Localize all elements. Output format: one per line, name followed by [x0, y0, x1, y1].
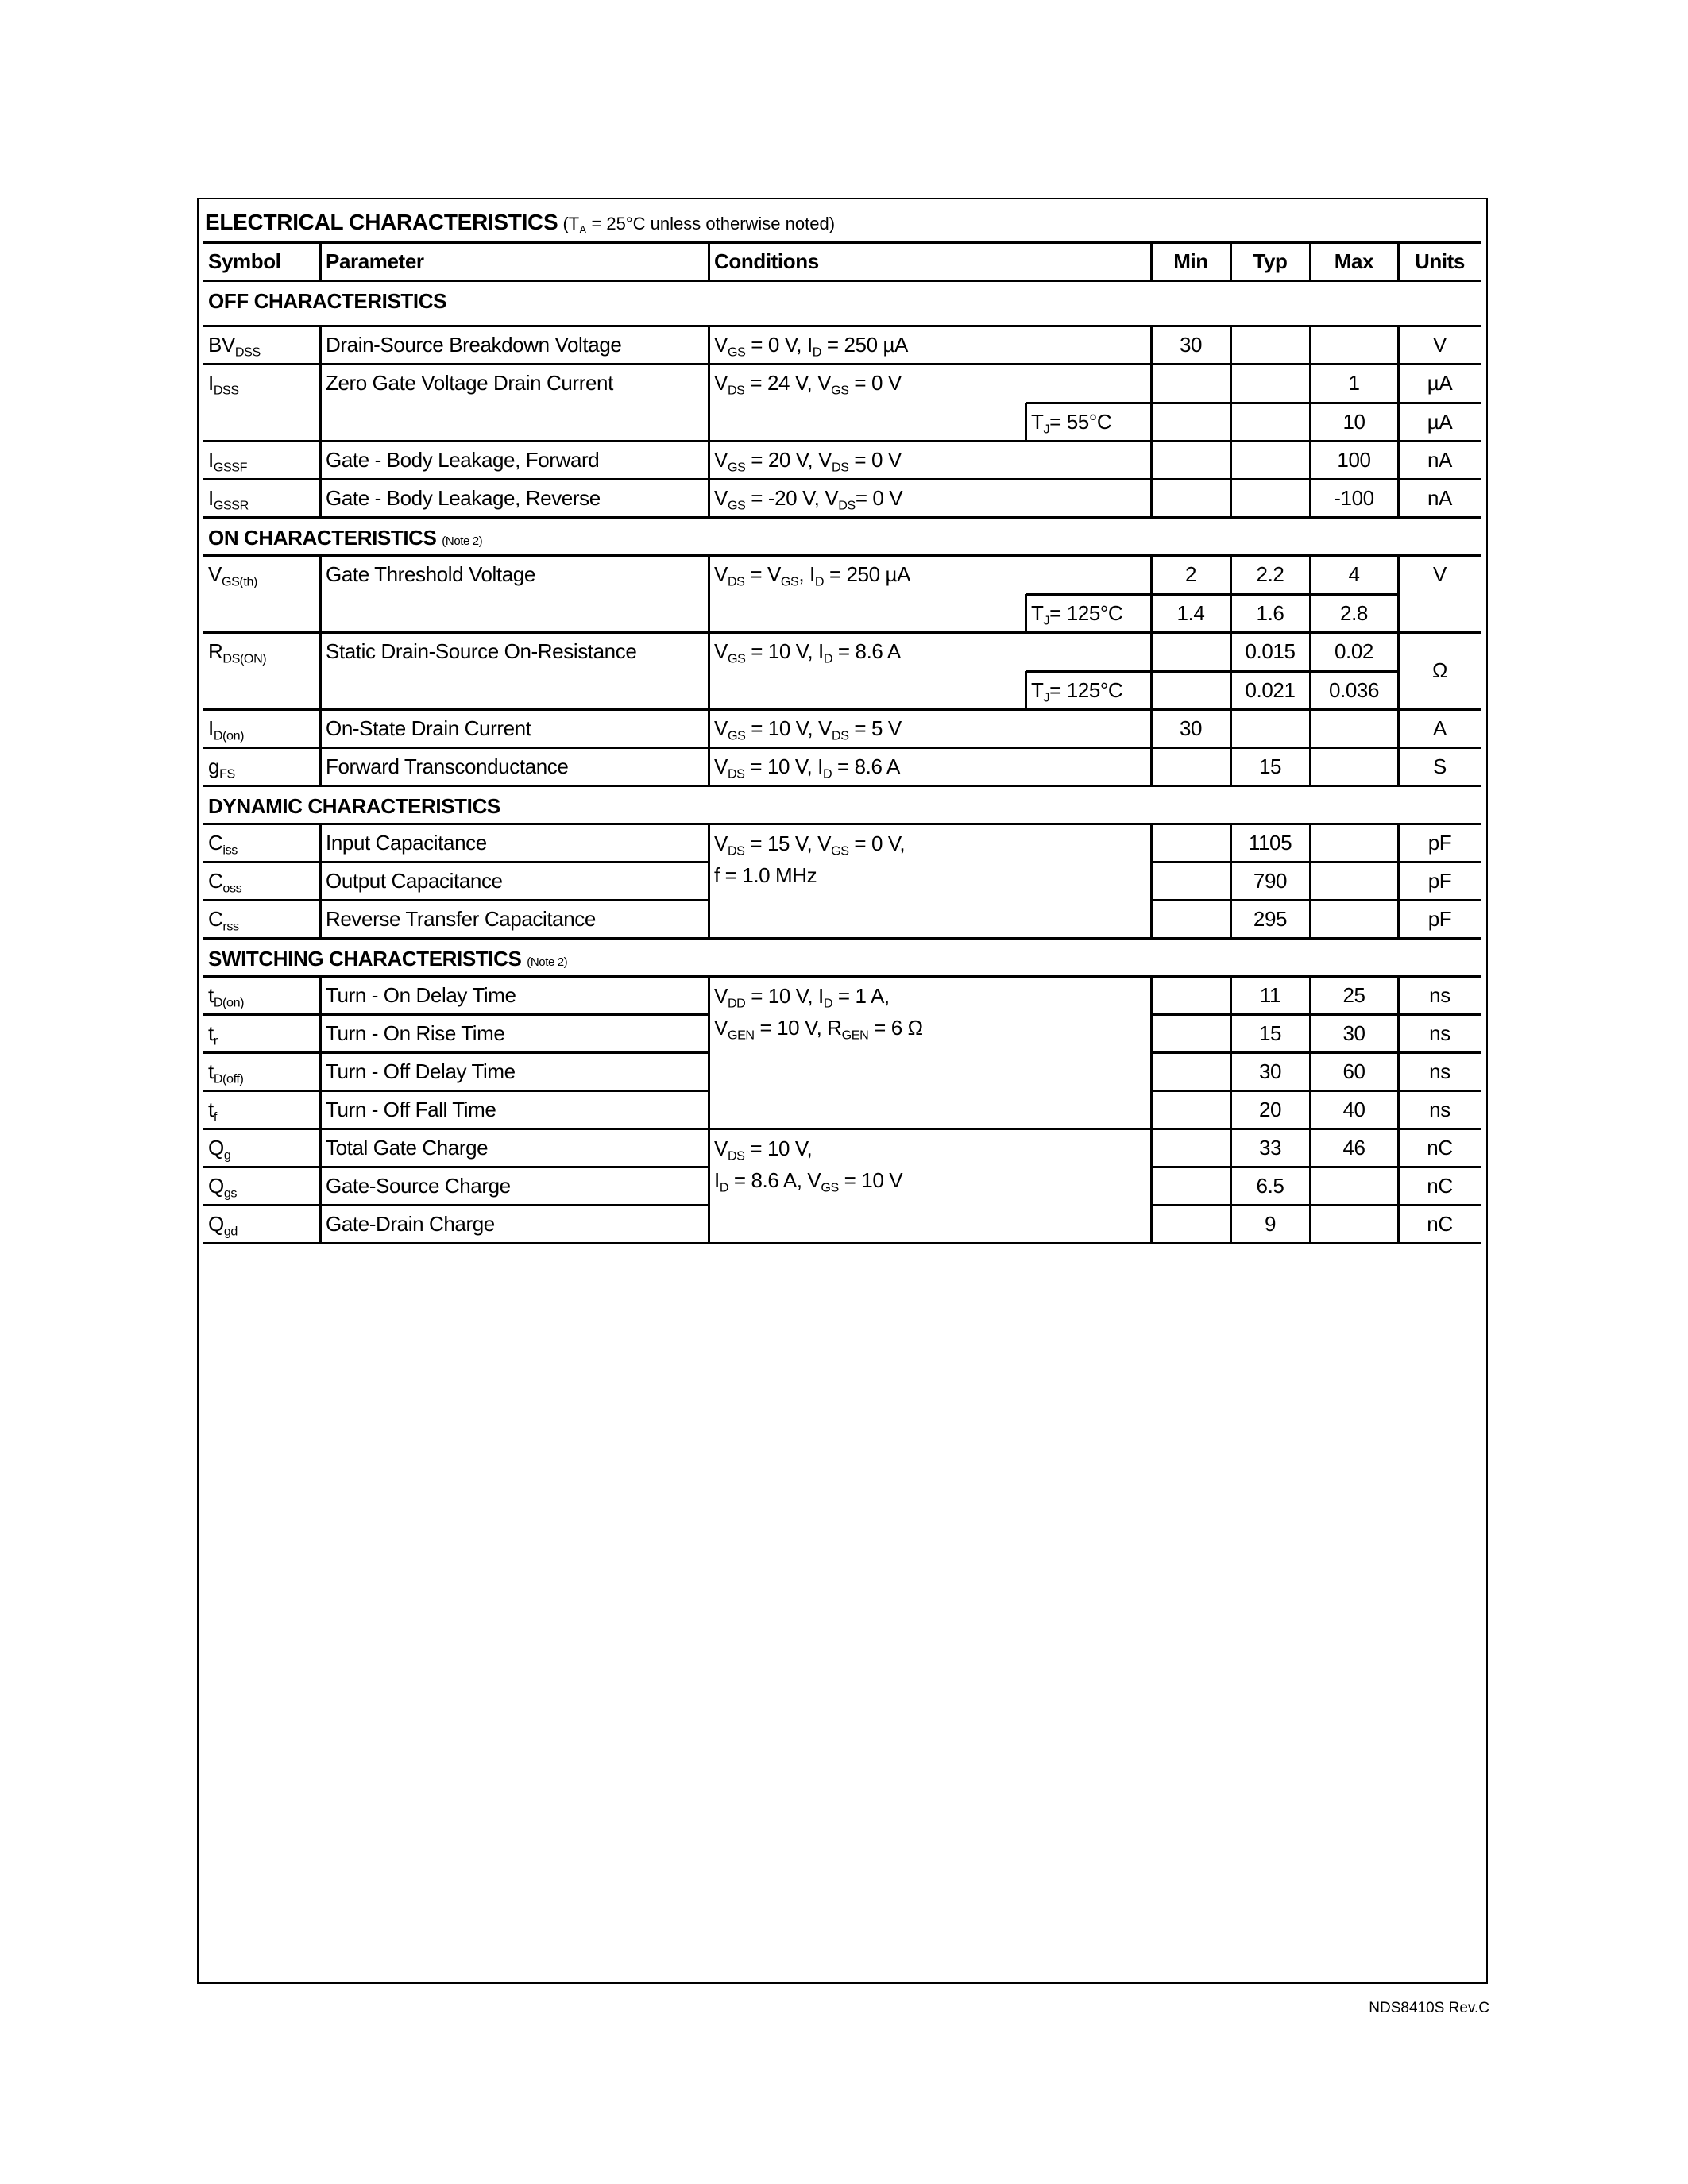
row-divider [203, 631, 1481, 634]
row-divider [203, 1051, 709, 1054]
parameter-cell: On-State Drain Current [326, 716, 531, 740]
units-value: ns [1429, 1098, 1450, 1121]
symbol-cell: $V_{GS(th)}$ [208, 562, 257, 589]
column-header-typ: Typ [1253, 249, 1288, 273]
typ-value: 20 [1258, 1098, 1282, 1121]
column-divider [319, 555, 322, 632]
section-divider [203, 325, 1481, 327]
column-divider [708, 824, 710, 938]
column-divider [1309, 479, 1311, 517]
column-divider [1397, 364, 1400, 441]
row-divider [203, 1090, 709, 1092]
column-header-max: Max [1334, 249, 1374, 273]
parameter-cell: Gate - Body Leakage, Forward [326, 448, 600, 472]
sub-condition-divider [1025, 594, 1027, 632]
units-value: nC [1427, 1136, 1453, 1160]
sub-row-divider [1026, 402, 1481, 404]
units-value: nA [1427, 486, 1452, 510]
header-column-divider [1309, 242, 1311, 280]
units-value: nC [1427, 1212, 1453, 1236]
typ-value: 295 [1253, 907, 1288, 931]
column-divider [1230, 555, 1232, 632]
typ-value: 15 [1258, 1021, 1282, 1045]
parameter-cell: Turn - Off Fall Time [326, 1098, 496, 1121]
title-main: ELECTRICAL CHARACTERISTICS [205, 210, 558, 234]
title-condition [558, 214, 836, 236]
symbol-cell: $g_{FS}$ [208, 754, 235, 781]
units-value: nC [1427, 1174, 1453, 1198]
typ-value: 30 [1258, 1059, 1282, 1083]
row-divider [1151, 1051, 1481, 1054]
units-value: V [1433, 333, 1447, 357]
column-divider [1230, 441, 1232, 479]
parameter-cell: Gate - Body Leakage, Reverse [326, 486, 601, 510]
header-column-divider [708, 242, 710, 280]
column-divider [1309, 976, 1311, 1243]
row-divider [1151, 1166, 1481, 1168]
document-id: NDS8410S Rev.C [1369, 2000, 1489, 2016]
section-end-divider [203, 937, 1481, 940]
typ-value: 11 [1259, 983, 1281, 1007]
column-divider [319, 479, 322, 517]
parameter-cell: Drain-Source Breakdown Voltage [326, 333, 622, 357]
units-value: ns [1429, 1059, 1450, 1083]
row-divider [203, 440, 1481, 442]
column-header-conditions: Conditions [714, 249, 819, 273]
column-divider [1309, 555, 1311, 632]
symbol-cell: $t_{D(off)}$ [208, 1059, 244, 1086]
parameter-cell: Static Drain-Source On-Resistance [326, 639, 637, 663]
row-divider [1151, 861, 1481, 863]
section-header-switching: SWITCHING CHARACTERISTICS (Note 2) [208, 947, 568, 970]
column-divider [1150, 747, 1153, 785]
max-value: 30 [1342, 1021, 1365, 1045]
units-value: pF [1427, 907, 1452, 931]
column-divider [1397, 326, 1400, 364]
parameter-cell: Forward Transconductance [326, 754, 569, 778]
typ-value: 790 [1253, 869, 1288, 893]
column-divider [1150, 479, 1153, 517]
column-divider [1150, 555, 1153, 632]
units-value: Ω [1431, 658, 1448, 682]
header-column-divider [319, 242, 322, 280]
row-divider [203, 708, 1481, 711]
column-divider [708, 632, 710, 709]
row-divider [1151, 1204, 1481, 1206]
conditions-cell: $V_{GS} = 20$ V, $V_{DS} = 0$ V [714, 448, 902, 475]
max-value: 46 [1342, 1136, 1365, 1160]
typ-value: 6.5 [1256, 1174, 1284, 1198]
column-divider [319, 364, 322, 441]
row-divider [1151, 899, 1481, 901]
section-divider [203, 554, 1481, 557]
column-divider [708, 709, 710, 747]
conditions-cell: $V_{GS} = 0$ V, $I_D = 250$ µA [714, 333, 908, 360]
shared-conditions-cell: $V_{DS} = 15$ V, $V_{GS} = 0$ V, f = 1.0 MHz [714, 832, 906, 887]
column-divider [319, 632, 322, 709]
header-column-divider [1230, 242, 1232, 280]
row-divider [203, 1204, 709, 1206]
column-divider [1397, 555, 1400, 632]
header-divider [203, 280, 1481, 282]
column-divider [1397, 824, 1400, 938]
section-divider [203, 975, 1481, 978]
parameter-cell: Turn - On Rise Time [326, 1021, 505, 1045]
units-value: pF [1427, 869, 1452, 893]
symbol-cell: $I_{D(on)}$ [208, 716, 245, 743]
max-value: 0.036 [1328, 678, 1380, 702]
column-divider [708, 747, 710, 785]
column-divider [319, 824, 322, 938]
typ-value: 2.2 [1256, 562, 1284, 586]
column-divider [1230, 632, 1232, 709]
column-divider [1230, 479, 1232, 517]
column-divider [1397, 479, 1400, 517]
column-divider [708, 441, 710, 479]
typ-value: 0.021 [1245, 678, 1296, 702]
column-divider [708, 976, 710, 1243]
column-divider [1397, 709, 1400, 747]
column-divider [1150, 441, 1153, 479]
row-divider [203, 861, 709, 863]
column-divider [319, 326, 322, 364]
symbol-cell: $R_{DS(ON)}$ [208, 639, 267, 666]
row-divider [203, 516, 1481, 519]
shared-conditions-cell: $V_{DD} = 10$ V, $I_D = 1$ A, $V_{GEN} = 10$ V, $R_{GEN} = 6$ Ω [714, 984, 923, 1043]
min-value: 1.4 [1176, 601, 1205, 625]
column-divider [708, 479, 710, 517]
parameter-cell: Reverse Transfer Capacitance [326, 907, 596, 931]
column-divider [1309, 441, 1311, 479]
row-divider [1151, 1013, 1481, 1016]
column-divider [1230, 976, 1232, 1243]
parameter-cell: Turn - Off Delay Time [326, 1059, 516, 1083]
symbol-cell: $C_{oss}$ [208, 869, 242, 896]
row-divider [203, 785, 1481, 787]
symbol-cell: $Q_{gd}$ [208, 1212, 238, 1239]
sub-condition-divider [1025, 403, 1027, 441]
title-condition-sub: A [579, 223, 587, 236]
parameter-cell: Gate Threshold Voltage [326, 562, 535, 586]
parameter-cell: Gate-Drain Charge [326, 1212, 495, 1236]
column-divider [1230, 326, 1232, 364]
column-divider [1397, 632, 1400, 709]
sub-condition-cell: $T_J= 125^\circ C$ [1031, 678, 1123, 705]
typ-value: 33 [1258, 1136, 1282, 1160]
units-value: pF [1427, 831, 1452, 855]
column-divider [319, 747, 322, 785]
row-divider [203, 363, 1481, 365]
max-value: 40 [1342, 1098, 1365, 1121]
section-divider [203, 823, 1481, 825]
column-divider [1309, 326, 1311, 364]
column-divider [708, 326, 710, 364]
units-value: nA [1427, 448, 1452, 472]
min-value: 30 [1179, 716, 1203, 740]
conditions-cell: $V_{GS} = 10$ V, $I_D = 8.6$ A [714, 639, 901, 666]
parameter-cell: Output Capacitance [326, 869, 503, 893]
sub-row-divider [1026, 593, 1398, 596]
symbol-cell: $Q_g$ [208, 1136, 231, 1163]
section-header-off: OFF CHARACTERISTICS [208, 289, 447, 313]
symbol-cell: $I_{DSS}$ [208, 371, 239, 398]
column-divider [319, 976, 322, 1243]
column-divider [1309, 364, 1311, 441]
units-value: A [1433, 716, 1447, 740]
sub-condition-cell: $T_J= 55^\circ C$ [1031, 410, 1112, 437]
parameter-cell: Turn - On Delay Time [326, 983, 516, 1007]
typ-value: 9 [1264, 1212, 1277, 1236]
column-header-min: Min [1173, 249, 1208, 273]
symbol-cell: $C_{rss}$ [208, 907, 239, 934]
typ-value: 0.015 [1245, 639, 1296, 663]
column-divider [319, 709, 322, 747]
column-divider [1397, 441, 1400, 479]
max-value: 25 [1342, 983, 1365, 1007]
units-value: µA [1427, 371, 1453, 395]
sub-row-divider [1026, 670, 1398, 673]
column-divider [1150, 364, 1153, 441]
max-value: -100 [1334, 486, 1374, 510]
row-divider [203, 478, 1481, 480]
max-value: 60 [1342, 1059, 1365, 1083]
max-value: 0.02 [1334, 639, 1373, 663]
max-value: 2.8 [1340, 601, 1368, 625]
column-divider [1309, 709, 1311, 747]
column-divider [1150, 632, 1153, 709]
parameter-cell: Zero Gate Voltage Drain Current [326, 371, 613, 395]
row-divider [203, 1013, 709, 1016]
column-header-units: Units [1414, 249, 1465, 273]
symbol-cell: $I_{GSSR}$ [208, 486, 249, 513]
min-value: 2 [1184, 562, 1197, 586]
units-value: ns [1429, 983, 1450, 1007]
conditions-cell: $V_{DS} = V_{GS}$, $I_D = 250$ µA [714, 562, 911, 589]
column-divider [1397, 976, 1400, 1243]
section-header-dynamic: DYNAMIC CHARACTERISTICS [208, 794, 500, 818]
column-divider [1309, 747, 1311, 785]
column-header-symbol: Symbol [208, 249, 281, 273]
symbol-cell: $C_{iss}$ [208, 831, 238, 858]
units-value: µA [1427, 410, 1453, 434]
units-value: V [1433, 562, 1447, 586]
column-divider [1150, 326, 1153, 364]
header-column-divider [1150, 242, 1153, 280]
conditions-cell: $V_{DS} = 10$ V, $I_D = 8.6$ A [714, 754, 900, 781]
column-divider [1309, 824, 1311, 938]
column-divider [1150, 709, 1153, 747]
table-bottom-divider [203, 1242, 1481, 1244]
parameter-cell: Input Capacitance [326, 831, 487, 855]
row-divider [203, 899, 709, 901]
column-divider [1230, 747, 1232, 785]
column-divider [708, 364, 710, 441]
row-divider [1151, 1090, 1481, 1092]
column-divider [1150, 824, 1153, 938]
column-divider [1309, 632, 1311, 709]
column-divider [1230, 824, 1232, 938]
row-divider [203, 1166, 709, 1168]
sub-condition-divider [1025, 671, 1027, 709]
column-divider [1150, 976, 1153, 1243]
max-value: 1 [1348, 371, 1360, 395]
max-value: 10 [1342, 410, 1365, 434]
symbol-cell: $t_{D(on)}$ [208, 983, 245, 1010]
typ-value: 1.6 [1256, 601, 1284, 625]
min-value: 30 [1179, 333, 1203, 357]
typ-value: 15 [1258, 754, 1282, 778]
shared-conditions-cell: $V_{DS} = 10$ V, $I_D = 8.6$ A, $V_{GS} = 10$ V [714, 1136, 903, 1195]
row-divider [203, 747, 1481, 749]
symbol-cell: $I_{GSSF}$ [208, 448, 248, 475]
units-value: S [1433, 754, 1447, 778]
parameter-cell: Total Gate Charge [326, 1136, 489, 1160]
units-value: ns [1429, 1021, 1450, 1045]
section-header-on: ON CHARACTERISTICS (Note 2) [208, 526, 483, 550]
column-header-parameter: Parameter [326, 249, 424, 273]
title-divider [203, 241, 1481, 244]
symbol-cell: $BV_{DSS}$ [208, 333, 261, 360]
table-title [205, 205, 835, 240]
group-divider [203, 1128, 1481, 1130]
max-value: 100 [1337, 448, 1371, 472]
symbol-cell: $t_f$ [208, 1098, 217, 1125]
symbol-cell: $Q_{gs}$ [208, 1174, 238, 1201]
parameter-cell: Gate-Source Charge [326, 1174, 511, 1198]
conditions-cell: $V_{GS} = 10$ V, $V_{DS} = 5$ V [714, 716, 902, 743]
sub-condition-cell: $T_J= 125^\circ C$ [1031, 601, 1123, 628]
symbol-cell: $t_r$ [208, 1021, 218, 1048]
conditions-cell: $V_{GS} = -20$ V, $V_{DS}= 0$ V [714, 486, 903, 513]
column-divider [1230, 364, 1232, 441]
column-divider [319, 441, 322, 479]
column-divider [1230, 709, 1232, 747]
column-divider [708, 555, 710, 632]
title-condition-prefix: (T [558, 214, 580, 233]
column-divider [1397, 747, 1400, 785]
conditions-cell: $V_{DS} = 24$ V, $V_{GS} = 0$ V [714, 371, 902, 398]
title-condition-suffix: = 25°C unless otherwise noted) [586, 214, 836, 233]
header-column-divider [1397, 242, 1400, 280]
typ-value: 1105 [1248, 831, 1292, 855]
max-value: 4 [1348, 562, 1360, 586]
